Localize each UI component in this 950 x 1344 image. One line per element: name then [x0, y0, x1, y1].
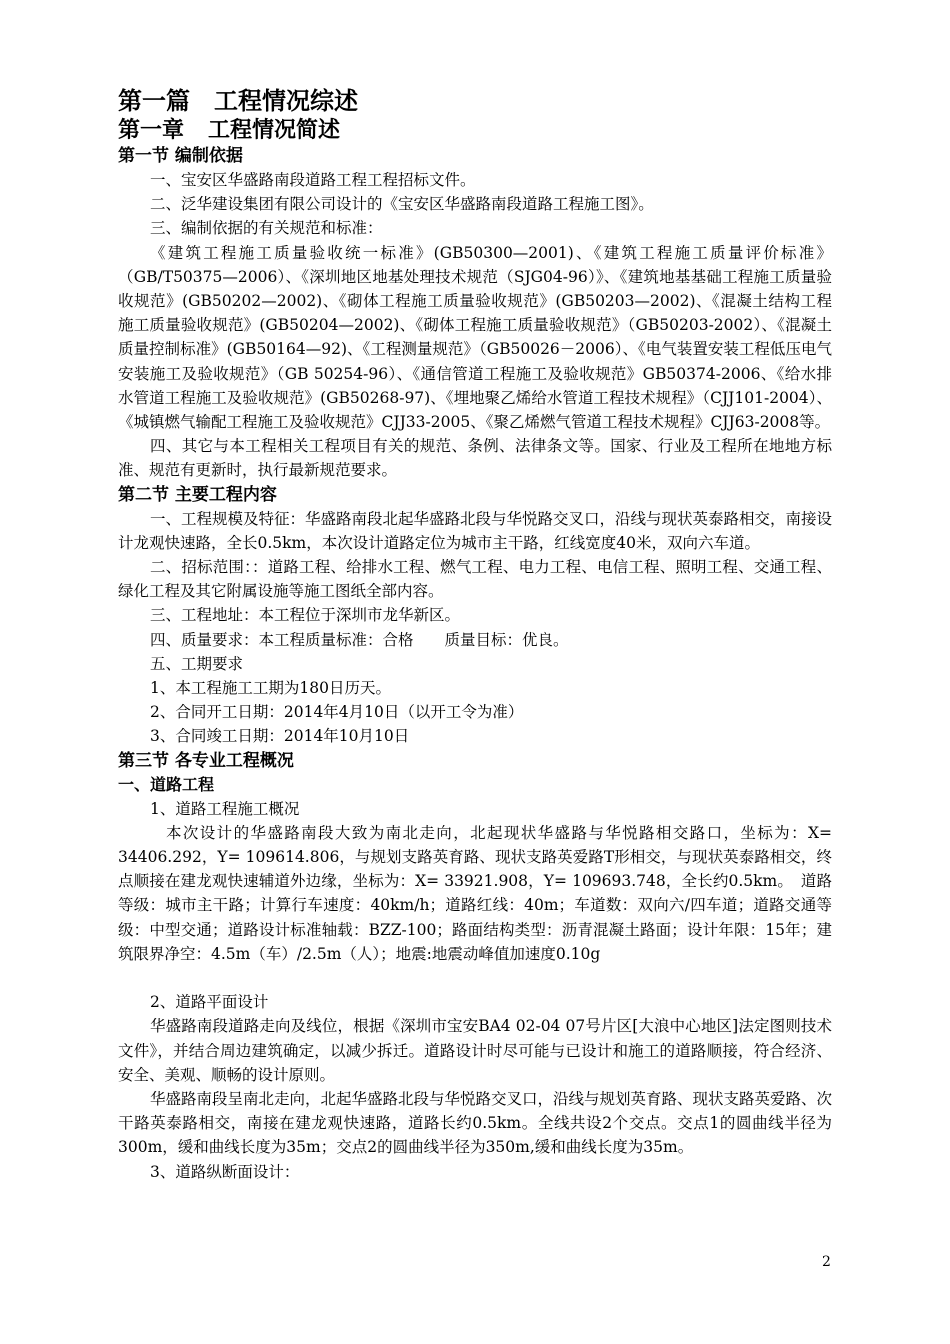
- paragraph: 四、其它与本工程相关工程项目有关的规范、条例、法律条文等。国家、行业及工程所在地地方标准、规范有更新时，执行最新规范要求。: [118, 437, 832, 480]
- paragraph: 3、道路纵断面设计：: [150, 1162, 300, 1181]
- paragraph: 《建筑工程施工质量验收统一标准》(GB50300—2001)、《建筑工程施工质量评价标准》（GB/T50375—2006）、《深圳地区地基处理技术规范（SJG04-96）》、《建筑地基基础工程施工质量验收规范》(GB50202—2002)、《砌体工程施工质量验收规范》(GB50203—2002)、《混凝土结构工程施工质量验收规范》(GB50204—2002)、《砌体工程施工质量验收规范》（GB50203-2002）、《混凝土质量控制标准》(GB50164—92)、《工程测量规范》（GB50026－2006）、《电气装置安装工程低压电气安装施工及验收规范》（GB 50254-96）、《通信管道工程施工及验收规范》GB50374-2006、《给水排水管道工程施工及验收规范》(GB50268-97)、《埋地聚乙烯给水管道工程技术规程》（CJJ101-2004）、《城镇燃气输配工程施工及验收规范》CJJ33-2005、《聚乙烯燃气管道工程技术规程》CJJ63-2008等。: [118, 243, 832, 432]
- paragraph: 1、道路工程施工概况: [150, 799, 300, 818]
- paragraph: 二、招标范围：：道路工程、给排水工程、燃气工程、电力工程、电信工程、照明工程、交通工程、绿化工程及其它附属设施等施工图纸全部内容。: [118, 558, 832, 601]
- paragraph: 四、质量要求：本工程质量标准：合格 质量目标：优良。: [150, 630, 569, 649]
- paragraph: 五、工期要求: [150, 654, 244, 673]
- paragraph: 二、泛华建设集团有限公司设计的《宝安区华盛路南段道路工程施工图》。: [150, 195, 654, 214]
- paragraph: 三、工程地址：本工程位于深圳市龙华新区。: [150, 606, 461, 625]
- paragraph: 一、宝安区华盛路南段道路工程工程招标文件。: [150, 171, 476, 189]
- part-text: 工程情况综述: [214, 86, 358, 115]
- page-body: [118, 86, 832, 1184]
- part-title: [118, 86, 832, 116]
- part-number: 第一篇: [118, 86, 190, 115]
- blank-line: [118, 966, 832, 990]
- chapter-number: 第一章: [118, 117, 185, 143]
- paragraph: 一、工程规模及特征：华盛路南段北起华盛路北段与华悦路交叉口，沿线与现状英泰路相交，南接设计龙观快速路，全长0.5km，本次设计道路定位为城市主干路，红线宽度40米，双向六车道。: [118, 509, 833, 552]
- paragraph: 2、合同开工日期：2014年4月10日（以开工令为准）: [150, 703, 524, 722]
- paragraph: 3、合同竣工日期：2014年10月10日: [150, 727, 410, 746]
- paragraph: 1、本工程施工工期为180日历天。: [150, 679, 391, 698]
- section-2-title: 第二节 主要工程内容: [118, 484, 277, 505]
- paragraph: 2、道路平面设计: [150, 993, 269, 1012]
- chapter-title: [118, 116, 832, 144]
- paragraph: 三、编制依据的有关规范和标准：: [150, 219, 383, 238]
- paragraph: 华盛路南段呈南北走向，北起华盛路北段与华悦路交叉口，沿线与规划英育路、现状支路英爱路、次干路英泰路相交，南接在建龙观快速路，道路长约0.5km。全线共设2个交点。交点1的圆曲线半径为300m，缓和曲线长度为35m；交点2的圆曲线半径为350m,缓和曲线长度为35m。: [118, 1089, 833, 1157]
- paragraph: 华盛路南段道路走向及线位，根据《深圳市宝安BA4 02-04 07号片区[大浪中心地区]法定图则技术文件》，并结合周边建筑确定，以减少拆迁。道路设计时尽可能与已设计和施工的道路顺接，符合经济、安全、美观、顺畅的设计原则。: [118, 1017, 832, 1084]
- paragraph: 本次设计的华盛路南段大致为南北走向，北起现状华盛路与华悦路相交路口，坐标为：X= 34406.292，Y= 109614.806，与规划支路英育路、现状支路英爱路T形相交，与现状英泰路相交，终点顺接在建龙观快速辅道外边缘，坐标为：X= 33921.908，Y= 109693.748，全长约0.5km。 道路等级：城市主干路；计算行车速度：40km/h；道路红线：40m；车道数：双向六/四车道；道路交通等级：中型交通；道路设计标准轴载：BZZ-100；路面结构类型：沥青混凝土路面；设计年限：15年；建筑限界净空：4.5m（车）/2.5m（人）；地震:地震动峰值加速度0.10g: [118, 823, 832, 963]
- chapter-text: 工程情况简述: [208, 117, 341, 143]
- subsection-title: 一、道路工程: [118, 774, 215, 794]
- page-number: 2: [822, 1254, 831, 1270]
- section-1-title: 第一节 编制依据: [118, 146, 243, 166]
- section-3-title: 第三节 各专业工程概况: [118, 750, 294, 771]
